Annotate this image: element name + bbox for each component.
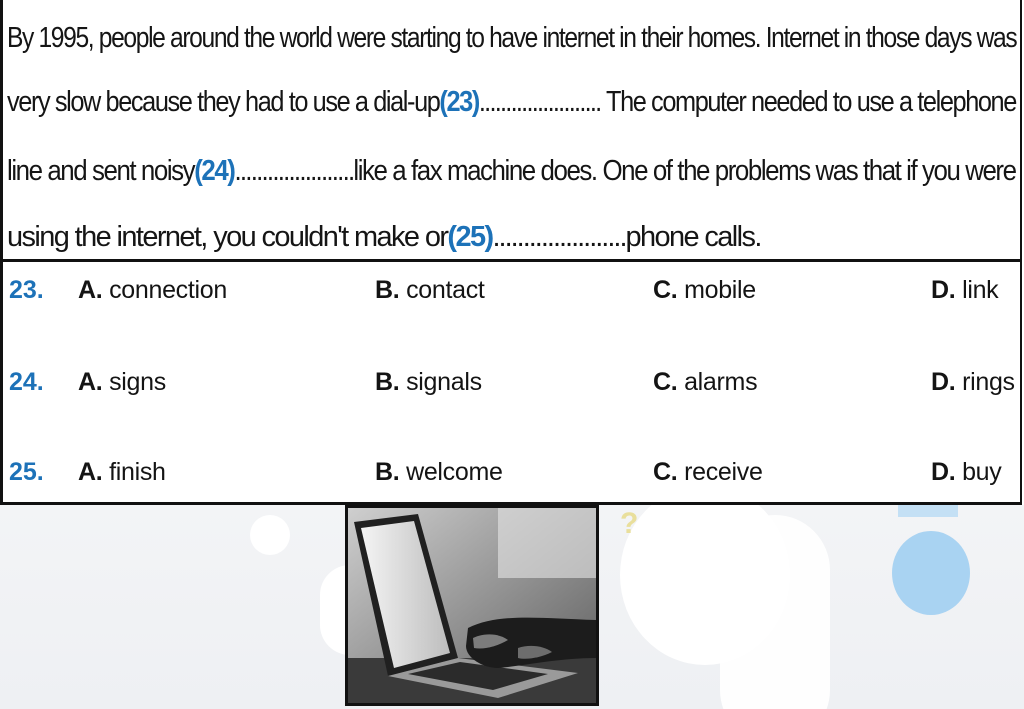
option-letter: D. bbox=[931, 458, 956, 486]
option-text: welcome bbox=[406, 458, 503, 486]
passage-text: like a fax machine does. One of the problems was that if you were bbox=[353, 154, 1016, 187]
question-number: 25. bbox=[9, 458, 44, 486]
option-letter: A. bbox=[78, 276, 103, 304]
option-letter: B. bbox=[375, 458, 400, 486]
option-text: link bbox=[962, 276, 999, 304]
option-25-d[interactable] bbox=[931, 458, 1001, 487]
option-letter: A. bbox=[78, 368, 103, 396]
option-text: signals bbox=[406, 368, 482, 396]
question-row-23 bbox=[3, 276, 1020, 316]
decor-bar bbox=[898, 505, 958, 517]
passage-text: . The computer needed to use a telephone bbox=[595, 85, 1016, 118]
option-24-a[interactable] bbox=[78, 368, 166, 397]
passage-text: line and sent noisy bbox=[7, 154, 195, 187]
question-number: 24. bbox=[9, 368, 44, 396]
passage-line-2 bbox=[7, 72, 1016, 132]
blank-24: ...................... bbox=[234, 154, 354, 187]
passage-line-1 bbox=[7, 8, 1017, 68]
option-letter: C. bbox=[653, 276, 678, 304]
passage-line-3 bbox=[7, 141, 1016, 201]
option-letter: C. bbox=[653, 458, 678, 486]
reading-passage bbox=[0, 0, 1022, 262]
option-letter: D. bbox=[931, 368, 956, 396]
option-25-c[interactable] bbox=[653, 458, 763, 487]
option-25-a[interactable] bbox=[78, 458, 166, 487]
question-row-25 bbox=[3, 458, 1020, 498]
decor-blue-circle bbox=[892, 531, 970, 615]
option-text: finish bbox=[109, 458, 166, 486]
blank-23-label: (23) bbox=[439, 85, 479, 118]
decor-shape bbox=[720, 515, 830, 709]
option-text: buy bbox=[962, 458, 1002, 486]
laptop-typing-illustration bbox=[348, 508, 596, 703]
option-text: signs bbox=[109, 368, 166, 396]
option-text: receive bbox=[684, 458, 763, 486]
question-row-24 bbox=[3, 368, 1020, 408]
option-text: mobile bbox=[684, 276, 756, 304]
blank-25: ...................... bbox=[492, 220, 626, 253]
option-23-a[interactable] bbox=[78, 276, 227, 305]
blank-25-label: (25) bbox=[447, 220, 493, 253]
option-23-b[interactable] bbox=[375, 276, 485, 305]
option-text: rings bbox=[962, 368, 1015, 396]
option-24-c[interactable] bbox=[653, 368, 757, 397]
option-24-b[interactable] bbox=[375, 368, 482, 397]
question-mark-icon: ? bbox=[620, 507, 639, 540]
option-letter: B. bbox=[375, 276, 400, 304]
question-number: 23. bbox=[9, 276, 44, 304]
option-text: alarms bbox=[684, 368, 758, 396]
option-23-c[interactable] bbox=[653, 276, 756, 305]
passage-text: phone calls. bbox=[625, 220, 761, 253]
answer-options bbox=[0, 262, 1022, 505]
option-letter: C. bbox=[653, 368, 678, 396]
option-25-b[interactable] bbox=[375, 458, 503, 487]
option-text: contact bbox=[406, 276, 485, 304]
passage-text: By 1995, people around the world were starting to have internet in their homes. Internet in those days was bbox=[7, 21, 1017, 54]
option-letter: A. bbox=[78, 458, 103, 486]
option-24-d[interactable] bbox=[931, 368, 1015, 397]
option-letter: D. bbox=[931, 276, 956, 304]
blank-23: ...................... bbox=[478, 85, 596, 118]
laptop-typing-photo bbox=[345, 505, 599, 706]
passage-text: using the internet, you couldn't make or bbox=[7, 220, 448, 253]
passage-line-4 bbox=[7, 207, 1016, 262]
option-letter: B. bbox=[375, 368, 400, 396]
blank-24-label: (24) bbox=[194, 154, 235, 187]
passage-text: very slow because they had to use a dial-up bbox=[7, 85, 440, 118]
option-text: connection bbox=[109, 276, 227, 304]
option-23-d[interactable] bbox=[931, 276, 998, 305]
decor-circle bbox=[250, 515, 290, 555]
